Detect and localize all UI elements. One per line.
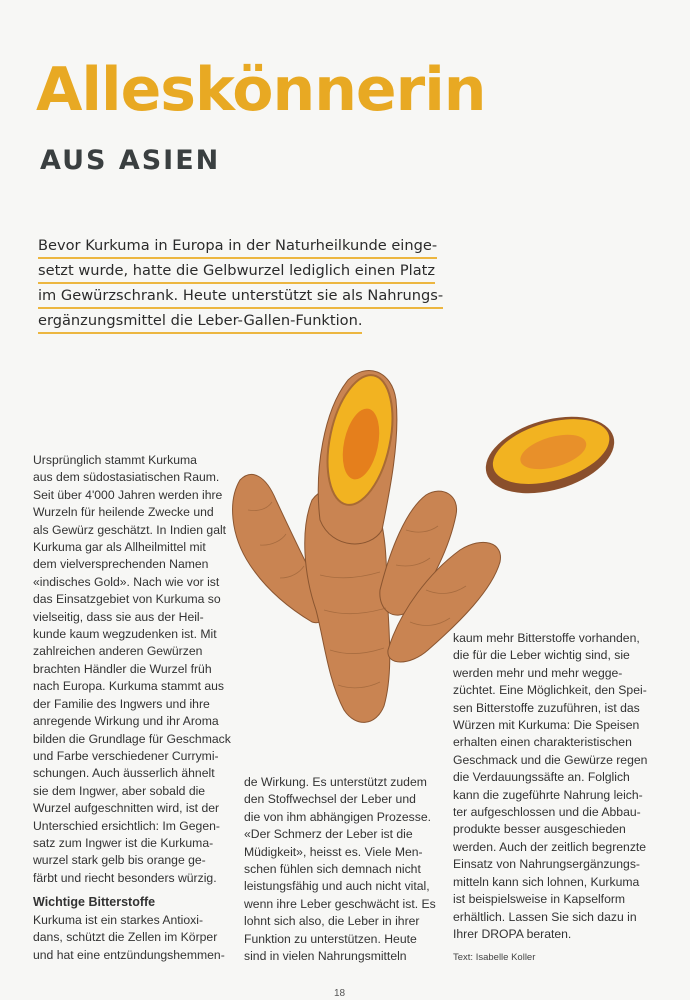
text-line: anregende Wirkung und ihr Aroma xyxy=(33,714,219,729)
text-line: dem vielversprechenden Namen xyxy=(33,557,209,572)
text-line: kann die zugeführte Nahrung leich- xyxy=(453,787,643,802)
lead-line: setzt wurde, hatte die Gelbwurzel lediglich einen Platz xyxy=(38,261,435,284)
text-line: Unterschied ersichtlich: Im Gegen- xyxy=(33,818,220,833)
text-line: den Stoffwechsel der Leber und xyxy=(244,792,416,807)
text-line: der Familie des Ingwers und ihre xyxy=(33,696,210,711)
text-line: die für die Leber wichtig sind, sie xyxy=(453,648,630,663)
text-line: mitteln kann sich lohnen, Kurkuma xyxy=(453,874,640,889)
text-line: «Der Schmerz der Leber ist die xyxy=(244,827,413,842)
text-line: zahlreichen anderen Gewürzen xyxy=(33,644,203,659)
text-line: schungen. Auch äusserlich ähnelt xyxy=(33,766,215,781)
text-line: und Farbe verschiedener Currymi- xyxy=(33,748,219,763)
text-line: de Wirkung. Es unterstützt zudem xyxy=(244,775,427,789)
text-line: Würzen mit Kurkuma: Die Speisen xyxy=(453,718,640,733)
text-line: vielseitig, dass sie aus der Heil- xyxy=(33,609,204,624)
body-column-2 xyxy=(244,774,436,965)
text-line: erhalten einen charakteristischen xyxy=(453,735,632,750)
lead-paragraph xyxy=(38,236,458,336)
text-line: dans, schützt die Zellen im Körper xyxy=(33,930,218,945)
page-subtitle: AUS ASIEN xyxy=(40,145,221,176)
text-line: nach Europa. Kurkuma stammt aus xyxy=(33,679,225,694)
text-line: ist beispielsweise in Kapselform xyxy=(453,892,626,907)
lead-line: ergänzungsmittel die Leber-Gallen-Funktion. xyxy=(38,311,362,334)
text-line: sen Bitterstoffe zuzuführen, ist das xyxy=(453,700,640,715)
lead-line: Bevor Kurkuma in Europa in der Naturheilkunde einge- xyxy=(38,236,437,259)
text-line: das Einsatzgebiet von Kurkuma so xyxy=(33,592,221,607)
text-line: Wurzel aufgeschnitten wird, ist der xyxy=(33,801,220,816)
body-column-3 xyxy=(453,630,647,943)
text-line: Wurzeln für heilende Zwecke und xyxy=(33,505,214,520)
page-number: 18 xyxy=(334,988,346,999)
text-line: ter aufgeschlossen und die Abbau- xyxy=(453,805,641,820)
text-line: schen fühlen sich demnach nicht xyxy=(244,862,421,877)
text-line: produkte besser ausgeschieden xyxy=(453,822,626,837)
text-line: satz zum Ingwer ist die Kurkuma- xyxy=(33,835,214,850)
text-line: Seit über 4'000 Jahren werden ihre xyxy=(33,487,223,502)
body-column-1 xyxy=(33,452,231,887)
turmeric-slice xyxy=(477,403,623,507)
text-line: Ihrer DROPA beraten. xyxy=(453,926,572,941)
text-line: sie dem Ingwer, aber sobald die xyxy=(33,783,206,798)
text-line: Müdigkeit», heisst es. Viele Men- xyxy=(244,844,423,859)
text-line: kunde kaum wegzudenken ist. Mit xyxy=(33,627,217,642)
page-title: Alleskönnerin xyxy=(36,55,486,125)
text-line: werden. Auch der zeitlich begrenzte xyxy=(453,839,647,854)
text-line: die von ihm abhängigen Prozesse. xyxy=(244,809,431,824)
text-line: die Verdauungssäfte an. Folglich xyxy=(453,770,630,785)
text-line: Kurkuma gar als Allheilmittel mit xyxy=(33,540,206,555)
text-line: und hat eine entzündungshemmen- xyxy=(33,947,225,962)
text-line: werden mehr und mehr wegge- xyxy=(453,665,623,680)
text-line: aus dem südostasiatischen Raum. xyxy=(33,470,220,485)
text-line: Einsatz von Nahrungsergänzungs- xyxy=(453,857,640,872)
text-line: Ursprünglich stammt Kurkuma xyxy=(33,453,197,467)
text-line: kaum mehr Bitterstoffe vorhanden, xyxy=(453,631,640,645)
body-column-1-continued xyxy=(33,912,225,964)
text-line: lohnt sich also, die Leber in ihrer xyxy=(244,914,420,929)
text-line: züchtet. Eine Möglichkeit, den Spei- xyxy=(453,683,647,698)
text-line: bilden die Grundlage für Geschmack xyxy=(33,731,231,746)
text-line: Kurkuma ist ein starkes Antioxi- xyxy=(33,913,204,927)
text-line: wenn ihre Leber geschwächt ist. Es xyxy=(244,896,436,911)
text-line: Funktion zu unterstützen. Heute xyxy=(244,931,417,946)
text-line: leistungsfähig und auch nicht vital, xyxy=(244,879,430,894)
lead-line: im Gewürzschrank. Heute unterstützt sie als Nahrungs- xyxy=(38,286,443,309)
text-line: brachten Händler die Wurzel früh xyxy=(33,661,212,676)
text-line: «indisches Gold». Nach wie vor ist xyxy=(33,574,220,589)
text-line: färbt und riecht besonders würzig. xyxy=(33,870,217,885)
text-line: sind in vielen Nahrungsmitteln xyxy=(244,949,407,964)
text-line: erhältlich. Lassen Sie sich dazu in xyxy=(453,909,637,924)
text-line: wurzel stark gelb bis orange ge- xyxy=(33,853,206,868)
text-line: als Gewürz geschätzt. In Indien galt xyxy=(33,522,227,537)
section-heading: Wichtige Bitterstoffe xyxy=(33,895,156,909)
text-line: Geschmack und die Gewürze regen xyxy=(453,752,648,767)
author-credit: Text: Isabelle Koller xyxy=(453,952,536,963)
